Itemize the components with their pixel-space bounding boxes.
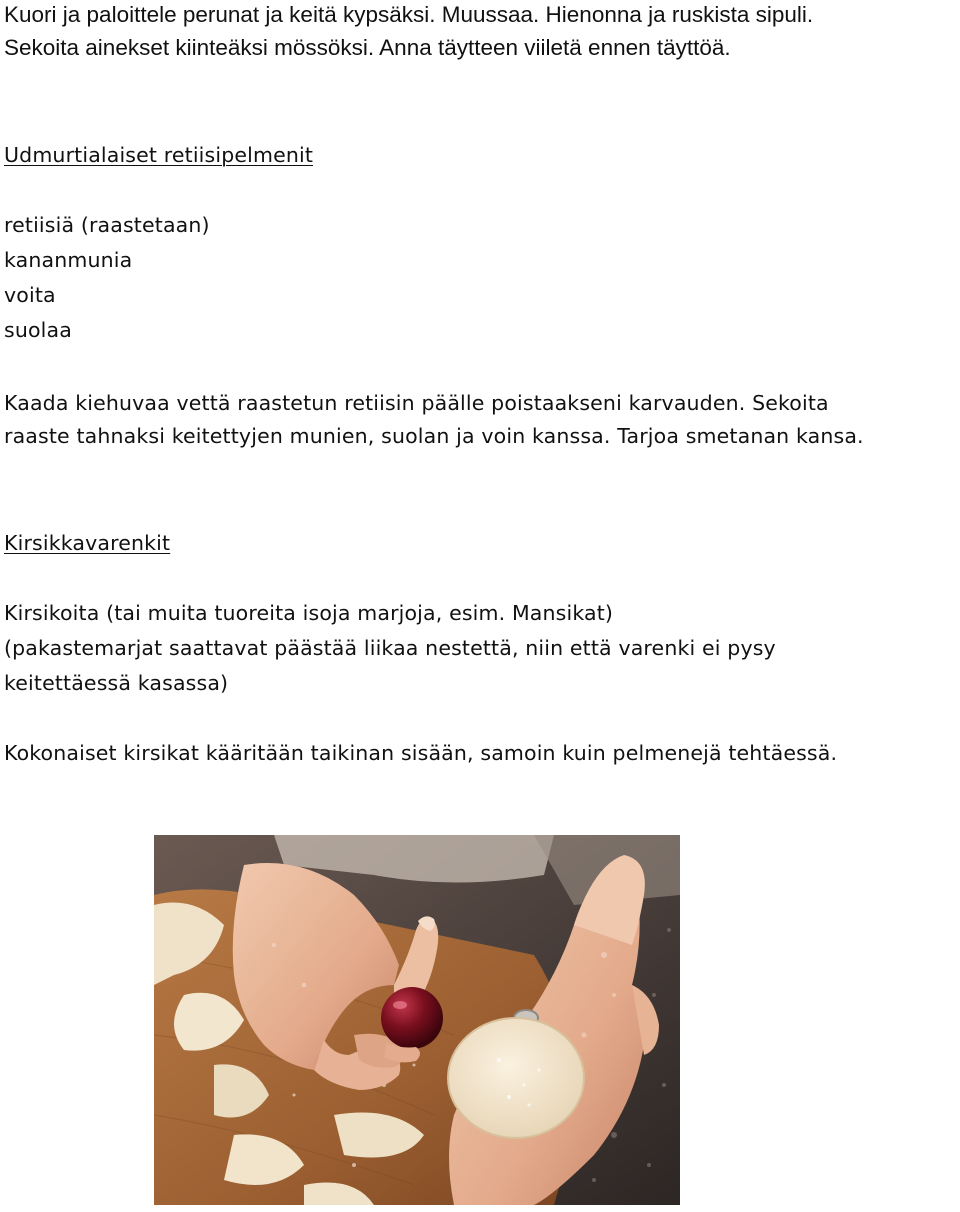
recipe-2-instruction: Kokonaiset kirsikat kääritään taikinan sisään, samoin kuin pelmenejä tehtäessä.	[4, 741, 838, 765]
recipe-1-instruction-line-1: Kaada kiehuvaa vettä raastetun retiisin päälle poistaakseni karvauden. Sekoita	[4, 391, 829, 415]
recipe-2-ingredient-line-1: Kirsikoita (tai muita tuoreita isoja marjoja, esim. Mansikat)	[4, 601, 614, 625]
cherry-dumpling-photo	[154, 835, 680, 1205]
ingredient-item: voita	[4, 283, 56, 307]
ingredient-item: suolaa	[4, 318, 72, 342]
intro-line-2: Sekoita ainekset kiinteäksi mössöksi. Anna täytteen viiletä ennen täyttöä.	[4, 35, 731, 60]
recipe-2-title: Kirsikkavarenkit	[4, 531, 171, 555]
recipe-2-ingredient-line-2: (pakastemarjat saattavat päästää liikaa nestettä, niin että varenki ei pysy	[4, 636, 776, 660]
ingredient-item: kananmunia	[4, 248, 133, 272]
recipe-1-instruction-line-2: raaste tahnaksi keitettyjen munien, suolan ja voin kanssa. Tarjoa smetanan kansa.	[4, 424, 864, 448]
recipe-1-title: Udmurtialaiset retiisipelmenit	[4, 143, 314, 167]
ingredient-item: retiisiä (raastetaan)	[4, 213, 210, 237]
recipe-2-ingredient-line-3: keitettäessä kasassa)	[4, 671, 229, 695]
intro-line-1: Kuori ja paloittele perunat ja keitä kypsäksi. Muussaa. Hienonna ja ruskista sipuli.	[4, 2, 814, 27]
